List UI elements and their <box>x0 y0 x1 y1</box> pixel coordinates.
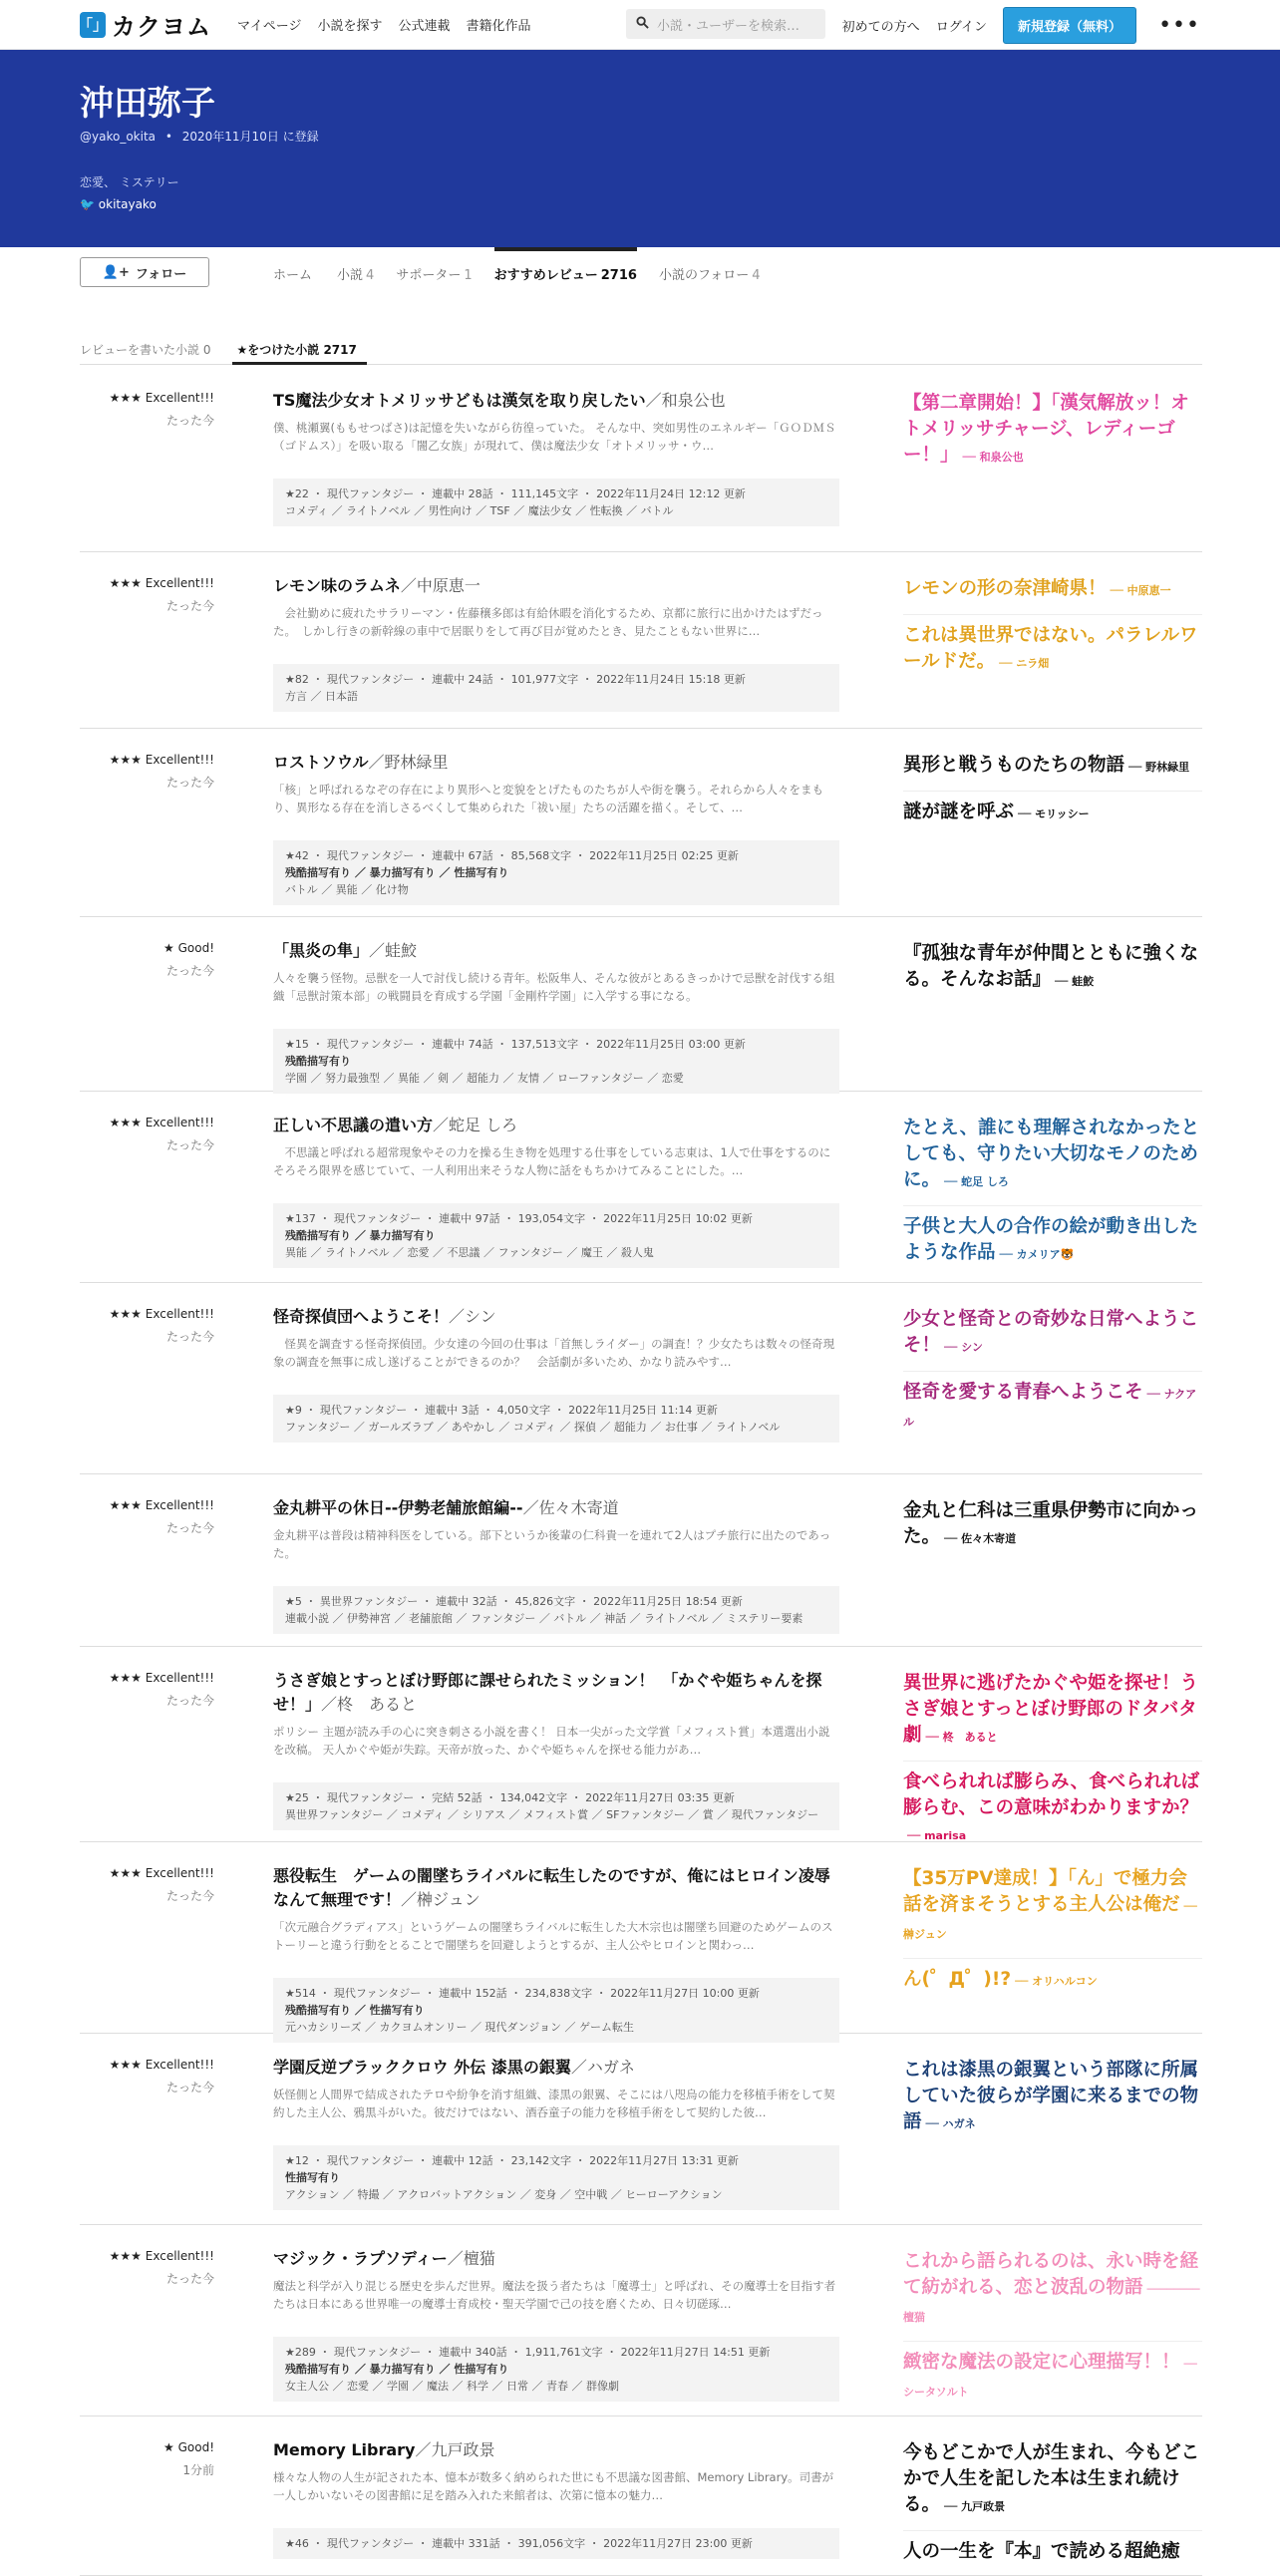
work-meta <box>273 1586 839 1634</box>
catchphrase-link[interactable] <box>903 753 1202 781</box>
catchphrases <box>903 2249 1202 2415</box>
review-rating <box>80 941 214 979</box>
tab-novels[interactable] <box>337 247 374 293</box>
work-stats: ★46 ・ 現代ファンタジー ・ 連載中 331話 ・ 391,056文字 ・ 2022年11月27日 23:00 更新 <box>285 2537 753 2550</box>
catch-separator <box>903 1958 1202 1959</box>
rating-label: ★ Good! <box>163 941 214 955</box>
catch-separator <box>903 1761 1202 1762</box>
review-row <box>80 2416 1202 2576</box>
catchphrase-text: 金丸と仁科は三重県伊勢市に向かった。 <box>903 1500 1199 1547</box>
work-warnings: 性描写有り <box>285 2171 340 2184</box>
review-rating <box>80 2249 214 2287</box>
nav-mypage[interactable]: マイページ <box>237 19 302 34</box>
catchphrases <box>903 2440 1202 2575</box>
catchphrase-author: ── 九戸政景 <box>944 2500 1006 2513</box>
work-stats: ★82 ・ 現代ファンタジー ・ 連載中 24話 ・ 101,977文字 ・ 2022年11月24日 15:18 更新 <box>285 673 746 686</box>
catchphrase-text: 少女と怪奇との奇妙な日常へようこそ！ <box>903 1309 1199 1356</box>
work-author: ／柊 あると <box>321 1695 418 1714</box>
subtab-label: ★をつけた小説 <box>236 343 320 357</box>
catchphrase-text: レモンの形の奈津崎県！ <box>903 578 1107 599</box>
rating-label: ★★★ Excellent!!! <box>109 1116 214 1129</box>
work-title: Memory Library <box>273 2440 416 2459</box>
review-subtabs <box>80 329 1202 365</box>
work-author: ／蛙鮫 <box>369 941 418 960</box>
work-tags: 方言 ／ 日本語 <box>285 690 358 703</box>
review-row <box>80 2225 1202 2416</box>
review-rating <box>80 576 214 614</box>
work-meta <box>273 2145 839 2210</box>
twitter-icon: 🐦 <box>80 197 95 211</box>
rating-label: ★★★ Excellent!!! <box>109 1866 214 1880</box>
work-warnings: 残酷描写有り <box>285 1055 351 1068</box>
catchphrase-text: これは異世界ではない。パラレルワールドだ。 <box>903 625 1198 672</box>
work-tags: 学園 ／ 努力最強型 ／ 異能 ／ 剣 ／ 超能力 ／ 友情 ／ ローファンタジー ／ 恋愛 <box>285 1072 684 1085</box>
work-author: ／檀猫 <box>447 2249 495 2268</box>
catchphrase-text: 緻密な魔法の設定に心理描写！！ <box>903 2352 1180 2373</box>
work-intro: 怪異を調査する怪奇探偵団。少女達の今回の仕事は「首無しライダー」の調査！？少女たちは数々の怪奇現象の調査を無事に成し遂げることができるのか？ 会話劇が多いため、かなり読みやす… <box>273 1337 835 1369</box>
catchphrase-text: 今もどこかで人が生まれ、今もどこかで人生を記した本は生まれ続ける。 <box>903 2442 1200 2515</box>
review-rating <box>80 1671 214 1709</box>
search-icon <box>636 16 649 33</box>
review-row <box>80 1092 1202 1283</box>
work-tags: 異能 ／ ライトノベル ／ 恋愛 ／ 不思議 ／ ファンタジー ／ 魔王 ／ 殺人鬼 <box>285 1246 654 1259</box>
work-meta <box>273 2528 839 2559</box>
work-title-link[interactable] <box>273 2056 839 2080</box>
twitter-link[interactable] <box>80 197 157 211</box>
twitter-handle: okitayako <box>98 197 157 211</box>
review-time: たった今 <box>165 414 214 428</box>
work-summary <box>273 2438 839 2559</box>
catchphrase-text: 怪奇を愛する青春へようこそ <box>903 1382 1143 1403</box>
nav-books[interactable]: 書籍化作品 <box>466 19 531 34</box>
work-stats: ★12 ・ 現代ファンタジー ・ 連載中 12話 ・ 23,142文字 ・ 2022年11月27日 13:31 更新 <box>285 2154 739 2167</box>
user-plus-icon: 👤+ <box>102 264 130 280</box>
work-title-link[interactable] <box>273 1114 839 1137</box>
work-meta <box>273 1203 839 1268</box>
work-intro: 「次元融合グラディアス」というゲームの闇墜ちライバルに転生した大木宗也は闇墜ち回避のためゲームのストーリーと違う行動をとることで闇墜ちを回避しようとするが、主人公やヒロインと関わっ… <box>273 1920 833 1952</box>
tab-supporters[interactable] <box>396 247 472 293</box>
review-time: たった今 <box>165 1694 214 1708</box>
work-stats: ★15 ・ 現代ファンタジー ・ 連載中 74話 ・ 137,513文字 ・ 2022年11月25日 03:00 更新 <box>285 1038 746 1051</box>
work-stats: ★514 ・ 現代ファンタジー ・ 連載中 152話 ・ 234,838文字 ・ 2022年11月27日 10:00 更新 <box>285 1987 760 2000</box>
subtab-written-reviews[interactable] <box>80 329 220 365</box>
work-tags: 連載小説 ／ 伊勢神宮 ／ 老舗旅館 ／ ファンタジー ／ バトル ／ 神話 ／ ライトノベル ／ ミステリー要素 <box>285 1612 803 1625</box>
work-tags: 異世界ファンタジー ／ コメディ ／ シリアス ／ メフィスト賞 ／ SFファンタジー ／ 賞 ／ 現代ファンタジー <box>285 1808 819 1821</box>
work-title-link[interactable] <box>273 1864 839 1912</box>
work-intro: 不思議と呼ばれる超常現象やその力を操る生き物を処理する仕事をしている志東は、1人で仕事をするのにそろそろ限界を感じていて、一人利用出来そうな人物に話をもちかけてみることにした。… <box>273 1145 831 1177</box>
subtab-count: 2717 <box>323 343 357 357</box>
work-title: ロストソウル <box>273 753 369 772</box>
catchphrase-author: ── ニラ畑 <box>999 657 1050 670</box>
catchphrase-link[interactable] <box>903 941 1202 995</box>
catchphrase-text: 異形と戦うものたちの物語 <box>903 755 1125 776</box>
work-intro: 「核」と呼ばれるなぞの存在により異形へと変貌をとげたものたちが人や街を襲う。それらから人々をまもり、異形なる存在を消しさるべくして集められた「祓い屋」たちの活躍を描く。そして、… <box>273 783 823 814</box>
catch-separator <box>903 791 1202 792</box>
work-author: ／九戸政景 <box>415 2440 495 2459</box>
login-link[interactable]: ログイン <box>935 19 988 35</box>
catch-separator <box>903 1371 1202 1372</box>
user-registered: 2020年11月10日 に登録 <box>181 130 319 144</box>
catchphrase-link[interactable] <box>903 1380 1202 1436</box>
work-warnings: 残酷描写有り ／ 暴力描写有り ／ 性描写有り <box>285 866 509 879</box>
work-intro: 魔法と科学が入り混じる歴史を歩んだ世界。魔法を扱う者たちは「魔導士」と呼ばれ、その魔導士を目指す者たちは日本にある世界唯一の魔導士育成校・聖天学園で己の技を磨くため、日々切磋琢… <box>273 2279 836 2311</box>
tab-label: おすすめレビュー <box>493 268 598 283</box>
review-rating <box>80 1498 214 1536</box>
tab-count: 4 <box>366 268 375 283</box>
work-tags: 女主人公 ／ 恋愛 ／ 学園 ／ 魔法 ／ 科学 ／ 日常 ／ 青春 ／ 群像劇 <box>285 2380 619 2393</box>
work-title: 怪奇探偵団へようこそ！ <box>273 1307 450 1326</box>
catchphrase-author: ── 蛙鮫 <box>1055 975 1095 988</box>
work-author: ／中原恵一 <box>400 576 480 595</box>
work-title-link[interactable] <box>273 1669 839 1717</box>
review-time: たった今 <box>165 1138 214 1152</box>
rating-label: ★★★ Excellent!!! <box>109 576 214 590</box>
catchphrase-author: ── 野林緑里 <box>1128 761 1190 774</box>
catchphrase-text: ん(゜Д゜)!? <box>903 1969 1012 1990</box>
main-nav <box>237 15 531 34</box>
work-title: レモン味のラムネ <box>273 576 401 595</box>
work-title-link[interactable] <box>273 751 839 775</box>
review-rating <box>80 1116 214 1153</box>
catchphrase-text: これから語られるのは、永い時を経て紡がれる、恋と波乱の物語 <box>903 2251 1199 2298</box>
work-author: ／野林緑里 <box>368 753 449 772</box>
work-summary <box>273 1114 839 1268</box>
review-time: たった今 <box>165 1521 214 1535</box>
work-title: うさぎ娘とすっとぼけ野郎に課せられたミッション！ 「かぐや姫ちゃんを探せ！」 <box>273 1671 822 1714</box>
tab-label: サポーター <box>396 268 462 283</box>
catchphrases <box>903 753 1202 837</box>
catchphrase-link[interactable] <box>903 1307 1202 1361</box>
work-summary <box>273 1669 839 1830</box>
logo-text: カクヨム <box>112 13 211 41</box>
nav-official[interactable]: 公式連載 <box>398 19 451 34</box>
work-intro: 会社勤めに疲れたサラリーマン・佐藤穣多郎は有給休暇を消化するため、京都に旅行に出かけたはずだった。 しかし行きの新幹線の車中で居眠りをして再び目が覚めたとき、見たこともない世界に… <box>273 606 823 638</box>
work-title-link[interactable] <box>273 2438 839 2462</box>
catchphrase-link[interactable] <box>903 1214 1202 1268</box>
work-tags: アクション ／ 特撮 ／ アクロバットアクション ／ 変身 ／ 空中戦 ／ ヒーローアクション <box>285 2188 723 2201</box>
work-title: 「黒炎の隼」 <box>273 941 370 960</box>
user-meta <box>80 128 319 145</box>
catchphrases <box>903 391 1202 481</box>
catchphrases <box>903 1116 1202 1278</box>
work-intro: 金丸耕平は普段は精神科医をしている。部下というか後輩の仁科貴一を連れて2人はプチ旅行に出たのであった。 <box>273 1528 831 1560</box>
tab-label: ホーム <box>273 268 313 283</box>
work-meta <box>273 1029 839 1094</box>
user-name: 沖田弥子 <box>80 84 215 124</box>
catch-separator <box>903 2530 1202 2531</box>
catchphrase-link[interactable] <box>903 2249 1202 2331</box>
work-title: TS魔法少女オトメリッサどもは漢気を取り戻したい <box>273 391 646 410</box>
catchphrase-link[interactable] <box>903 1770 1202 1849</box>
follow-button[interactable] <box>80 257 209 287</box>
catchphrase-author: ── シータソルト <box>903 2358 1197 2399</box>
review-time: たった今 <box>165 599 214 613</box>
rating-label: ★★★ Excellent!!! <box>109 753 214 767</box>
tab-label: 小説のフォロー <box>658 268 750 283</box>
search-placeholder: 小説・ユーザーを検索… <box>657 18 800 34</box>
work-stats: ★5 ・ 異世界ファンタジー ・ 連載中 32話 ・ 45,826文字 ・ 2022年11月25日 18:54 更新 <box>285 1595 743 1608</box>
work-tags: ファンタジー ／ ガールズラブ ／ あやかし ／ コメディ ／ 探偵 ／ 超能力 ／ お仕事 ／ ライトノベル <box>285 1421 781 1434</box>
rating-label: ★★★ Excellent!!! <box>109 2058 214 2072</box>
work-title: マジック・ラプソディー <box>273 2249 448 2268</box>
rating-label: ★★★ Excellent!!! <box>109 1498 214 1512</box>
catchphrase-link[interactable] <box>903 1116 1202 1195</box>
work-title: 悪役転生 ゲームの闇墜ちライバルに転生したのですが、俺にはヒロイン凌辱なんて無理です！ <box>273 1866 830 1909</box>
catchphrase-text: これは漆黒の銀翼という部隊に所属していた彼らが学園に来るまでの物語 <box>903 2060 1199 2132</box>
catchphrase-text: 異世界に逃げたかぐや姫を探せ！うさぎ娘とすっとぼけ野郎のドタバタ劇 <box>903 1673 1199 1746</box>
catchphrase-link[interactable] <box>903 1967 1202 1995</box>
review-time: たった今 <box>165 1889 214 1903</box>
work-stats: ★289 ・ 現代ファンタジー ・ 連載中 340話 ・ 1,911,761文字 ・ 2022年11月27日 14:51 更新 <box>285 2346 771 2359</box>
work-warnings: 残酷描写有り ／ 性描写有り <box>285 2004 425 2017</box>
tab-count: 2716 <box>600 268 637 283</box>
work-intro: 僕、桃瀬翼(ももせつばさ)は記憶を失いながら彷徨っていた。 そんな中、突如男性のエネルギー「ＧＯＤＭＳ（ゴドムス）」を吸い取る「闇乙女族」が現れて、僕は魔法少女「オトメリッサ・ウ… <box>273 421 836 453</box>
work-author: ／蛇足 しろ <box>433 1116 518 1134</box>
catchphrase-text: 謎が謎を呼ぶ <box>903 802 1015 822</box>
review-time: たった今 <box>165 2081 214 2094</box>
work-summary <box>273 389 839 526</box>
tab-label: 小説 <box>337 268 364 283</box>
work-warnings: 残酷描写有り ／ 暴力描写有り <box>285 1229 436 1242</box>
catchphrase-link[interactable] <box>903 1671 1202 1751</box>
catch-separator <box>903 614 1202 615</box>
catchphrase-text: 人の一生を『本』で読める超絶癒 <box>903 2541 1180 2562</box>
catchphrase-text: 子供と大人の合作の絵が動き出したような作品 <box>903 1216 1199 1263</box>
catchphrase-text: 食べられれば膨らみ、食べられれば膨らむ、この意味がわかりますか？ <box>903 1771 1200 1818</box>
catchphrase-link[interactable] <box>903 2440 1202 2520</box>
beginners-link[interactable]: 初めての方へ <box>841 19 920 35</box>
work-stats: ★42 ・ 現代ファンタジー ・ 連載中 67話 ・ 85,568文字 ・ 2022年11月25日 02:25 更新 <box>285 849 739 862</box>
work-summary <box>273 1864 839 2043</box>
work-meta <box>273 2337 839 2402</box>
work-intro: 人々を襲う怪物。忌獣を一人で討伐し続ける青年。松阪隼人、そんな彼がとあるきっかけで忌獣を討伐する組織「忌獣討策本部」の戦闘員を育成する学園「金剛杵学園」に入学する事になる。 <box>273 971 835 1003</box>
catchphrase-link[interactable] <box>903 576 1202 604</box>
review-time: たった今 <box>165 1330 214 1344</box>
work-tags: コメディ ／ ライトノベル ／ 男性向け ／ TSF ／ 魔法少女 ／ 性転換 ／ バトル <box>285 504 674 517</box>
catchphrase-link[interactable] <box>903 623 1202 677</box>
catchphrase-text: 【第二章開始！】「漢気解放ッ！オトメリッサチャージ、レディーゴー！」 <box>903 393 1189 466</box>
work-tags: バトル ／ 異能 ／ 化け物 <box>285 883 409 896</box>
work-summary <box>273 939 839 1094</box>
work-title: 学園反逆ブラッククロウ 外伝 漆黒の銀翼 <box>273 2058 571 2077</box>
work-stats: ★22 ・ 現代ファンタジー ・ 連載中 28話 ・ 111,145文字 ・ 2022年11月24日 12:12 更新 <box>285 487 746 500</box>
tab-following[interactable] <box>659 247 761 293</box>
subtab-starred-novels[interactable] <box>232 329 366 365</box>
catchphrase-link[interactable] <box>903 2350 1202 2406</box>
site-header <box>0 0 1280 50</box>
catchphrases <box>903 1307 1202 1446</box>
signup-button[interactable]: 新規登録（無料） <box>1003 7 1136 44</box>
work-intro: 妖怪側と人間界で結成されたテロや紛争を消す組織、漆黒の銀翼、そこには八咫烏の能力を移植手術をして契約した主人公、鴉黒斗がいた。彼だけではない、酒呑童子の能力を移植手術をして契約した彼… <box>273 2088 835 2119</box>
work-intro: 様々な人物の人生が記された本、憶本が数多く納められた世にも不思議な図書館、Memory Library。司書が一人しかいないその図書館に足を踏み入れた来館者は、次第に憶本の魅力… <box>273 2470 834 2502</box>
review-row <box>80 917 1202 1092</box>
work-author: ／榊ジュン <box>401 1890 480 1909</box>
catchphrase-author: ── モリッシー <box>1018 807 1090 820</box>
work-author: ／シン <box>449 1307 496 1326</box>
work-stats: ★137 ・ 現代ファンタジー ・ 連載中 97話 ・ 193,054文字 ・ 2022年11月25日 10:02 更新 <box>285 1212 753 1225</box>
catchphrase-author: ── シン <box>944 1341 983 1354</box>
catchphrases <box>903 576 1202 687</box>
catch-separator <box>903 2341 1202 2342</box>
work-summary <box>273 2247 839 2402</box>
site-logo[interactable] <box>80 7 211 42</box>
catchphrases <box>903 2058 1202 2147</box>
rating-label: ★★★ Excellent!!! <box>109 2249 214 2263</box>
work-intro: ポリシー 主題が読み手の心に突き刺さる小説を書く！ 日本一尖がった文学賞「メフィスト賞」本選選出小説を改稿。 天人かぐや姫が失踪。天帝が放った、かぐや姫ちゃんを探せる能力があ… <box>273 1725 830 1757</box>
work-author: ／佐々木寄道 <box>522 1498 619 1517</box>
catchphrase-author: ── カメリア🐯 <box>999 1248 1075 1261</box>
review-row <box>80 1474 1202 1647</box>
catchphrase-link[interactable] <box>903 2058 1202 2137</box>
catchphrase-text: 『孤独な青年が仲間とともに強くなる。そんなお話』 <box>903 943 1199 990</box>
rating-label: ★★★ Excellent!!! <box>109 1307 214 1321</box>
tab-reviews[interactable] <box>494 247 637 293</box>
review-row <box>80 552 1202 729</box>
catchphrase-text: 【35万PV達成！】「ん」で極力会話を済まそうとする主人公は俺だ <box>903 1868 1187 1915</box>
catchphrase-link[interactable] <box>903 800 1202 827</box>
header-right <box>842 0 1200 50</box>
catchphrase-link[interactable] <box>903 1866 1202 1948</box>
work-meta <box>273 664 839 712</box>
catchphrase-link[interactable] <box>903 2539 1202 2565</box>
tab-home[interactable] <box>273 247 315 293</box>
profile-tabs <box>273 247 761 293</box>
rating-label: ★★★ Excellent!!! <box>109 1671 214 1685</box>
work-meta <box>273 1395 839 1443</box>
work-author: ／和泉公也 <box>645 391 726 410</box>
catch-separator <box>903 1205 1202 1206</box>
work-title-link[interactable] <box>273 2247 839 2271</box>
work-warnings: 残酷描写有り ／ 暴力描写有り ／ 性描写有り <box>285 2363 509 2376</box>
work-title-link[interactable] <box>273 574 839 598</box>
work-stats: ★25 ・ 現代ファンタジー ・ 完結 52話 ・ 134,042文字 ・ 2022年11月27日 03:35 更新 <box>285 1791 735 1804</box>
subtab-count: 0 <box>202 343 211 357</box>
catchphrase-author: ── 柊 あると <box>925 1731 998 1744</box>
catchphrases <box>903 1671 1202 1859</box>
work-summary <box>273 751 839 905</box>
catchphrase-author: ── 蛇足 しろ <box>944 1175 1009 1188</box>
logo-mark-icon: 「」 <box>80 12 106 38</box>
review-rating <box>80 1866 214 1904</box>
work-stats: ★9 ・ 現代ファンタジー ・ 連載中 3話 ・ 4,050文字 ・ 2022年11月25日 11:14 更新 <box>285 1404 718 1417</box>
catchphrases <box>903 1498 1202 1562</box>
review-time: たった今 <box>165 2272 214 2286</box>
review-time: 1分前 <box>182 2463 214 2477</box>
review-rating <box>80 753 214 791</box>
review-row <box>80 729 1202 917</box>
subtab-label: レビューを書いた小説 <box>80 343 200 357</box>
work-title: 金丸耕平の休日--伊勢老舗旅館編-- <box>273 1498 523 1517</box>
review-rating <box>80 2440 214 2478</box>
review-rating <box>80 2058 214 2095</box>
catchphrase-author: ── ナクアル <box>903 1388 1197 1429</box>
work-summary <box>273 2056 839 2210</box>
work-author: ／ハガネ <box>570 2058 635 2077</box>
tab-count: 4 <box>752 268 761 283</box>
rating-label: ★ Good! <box>163 2440 214 2454</box>
review-rating <box>80 391 214 429</box>
review-row <box>80 367 1202 552</box>
catchphrase-author: ──────── 檀猫 <box>903 2283 1200 2324</box>
work-meta <box>273 479 839 526</box>
work-meta <box>273 1782 839 1830</box>
catchphrase-text: たとえ、誰にも理解されなかったとしても、守りたい大切なモノのために。 <box>903 1118 1200 1190</box>
catchphrase-author: ── marisa <box>907 1829 967 1842</box>
meta-separator: • <box>164 130 172 144</box>
catchphrases <box>903 1866 1202 2005</box>
user-handle: @yako_okita <box>80 130 157 144</box>
catchphrases <box>903 941 1202 1005</box>
work-title-link[interactable] <box>273 1496 839 1520</box>
work-summary <box>273 1496 839 1634</box>
more-menu-icon[interactable]: ••• <box>1158 12 1200 38</box>
work-title-link[interactable] <box>273 389 839 413</box>
work-meta <box>273 840 839 905</box>
catchphrase-link[interactable] <box>903 1498 1202 1552</box>
review-time: たった今 <box>165 776 214 790</box>
review-row <box>80 1283 1202 1474</box>
work-title-link[interactable] <box>273 939 839 963</box>
work-summary <box>273 1305 839 1443</box>
review-row <box>80 1647 1202 1842</box>
catchphrase-author: ── オリハルコン <box>1015 1975 1098 1988</box>
catchphrase-author: ── 榊ジュン <box>903 1900 1197 1941</box>
rating-label: ★★★ Excellent!!! <box>109 391 214 405</box>
user-genres: 恋愛、 ミステリー <box>80 175 179 189</box>
tab-count: 1 <box>464 268 473 283</box>
catchphrase-author: ── 中原恵一 <box>1110 584 1171 597</box>
search-input[interactable] <box>626 9 825 39</box>
profile-banner <box>0 50 1280 247</box>
work-tags: 元ハカシリーズ ／ カクヨムオンリー ／ 現代ダンジョン ／ ゲーム転生 <box>285 2021 635 2034</box>
work-title: 正しい不思議の遣い方 <box>273 1116 434 1134</box>
catchphrase-author: ── 佐々木寄道 <box>944 1532 1017 1545</box>
review-row <box>80 1842 1202 2034</box>
review-row <box>80 2034 1202 2225</box>
work-title-link[interactable] <box>273 1305 839 1329</box>
work-summary <box>273 574 839 712</box>
catchphrase-author: ── ハガネ <box>925 2117 976 2130</box>
catchphrase-link[interactable] <box>903 391 1202 471</box>
review-rating <box>80 1307 214 1345</box>
catchphrase-author: ── 和泉公也 <box>962 451 1024 464</box>
follow-label: フォロー <box>135 266 187 282</box>
nav-search-novels[interactable]: 小説を探す <box>317 19 383 34</box>
review-time: たった今 <box>165 964 214 978</box>
